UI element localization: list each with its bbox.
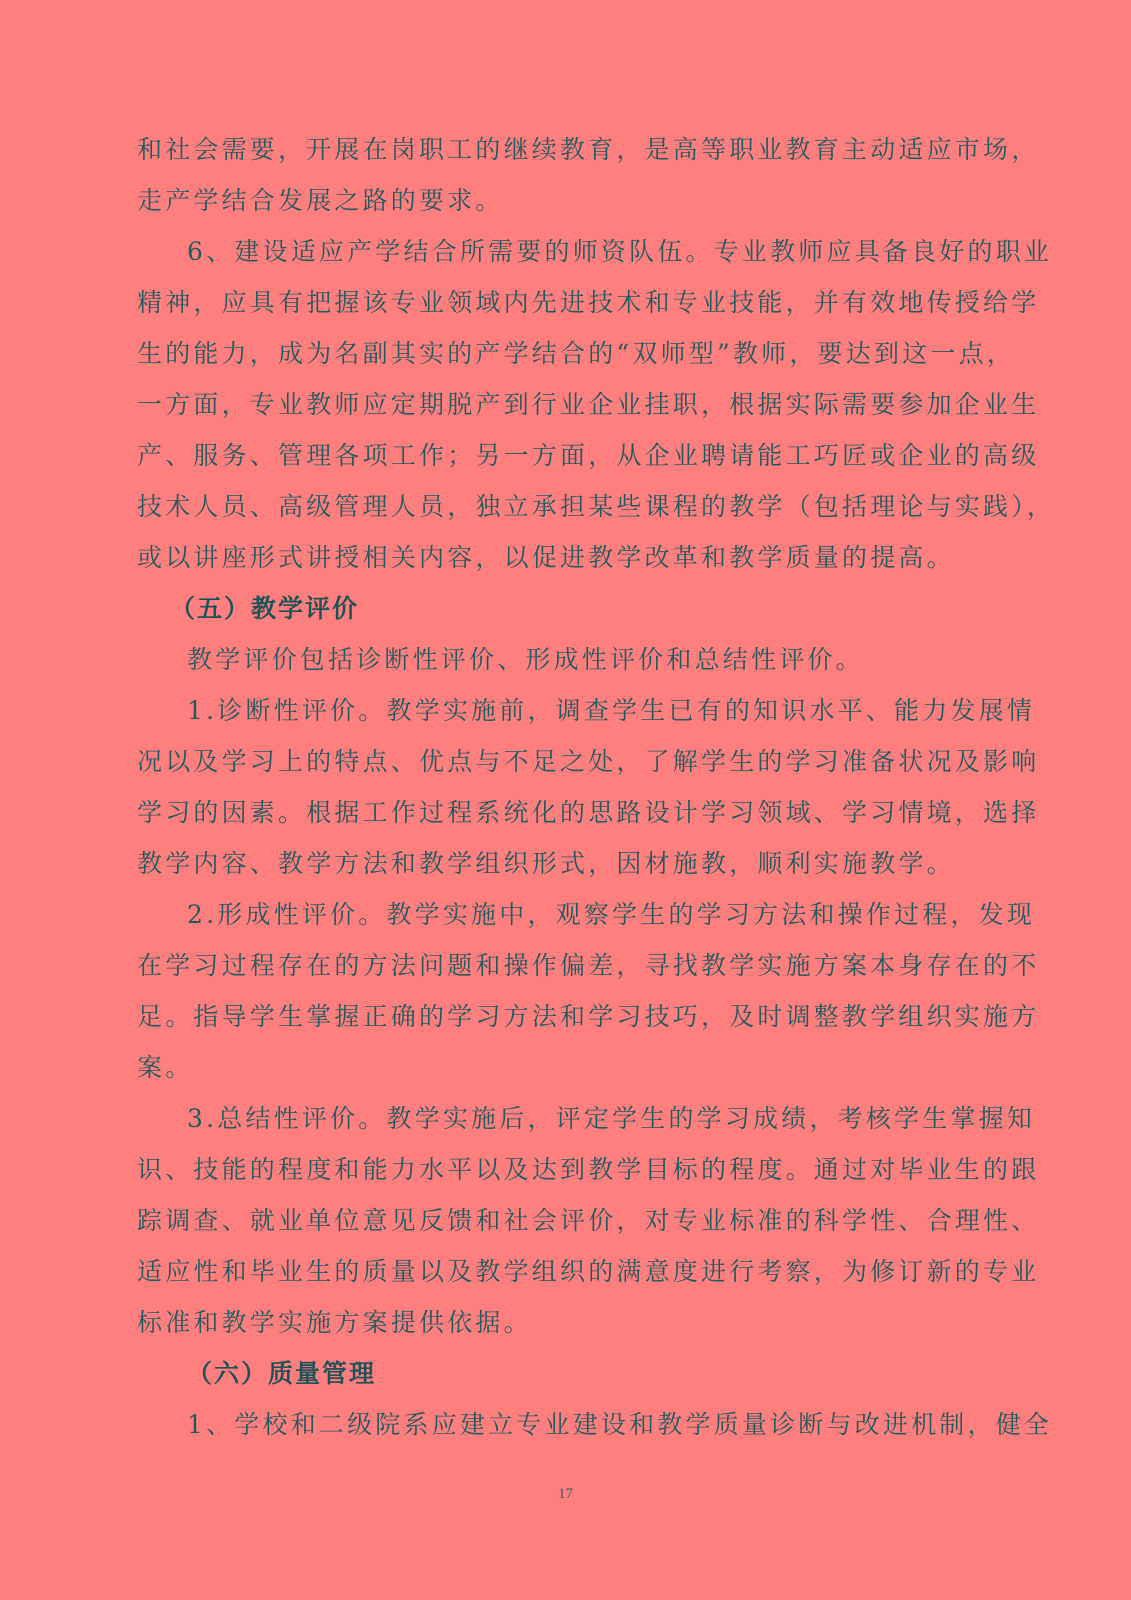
body-line: 1.诊断性评价。教学实施前，调查学生已有的知识水平、能力发展情 <box>187 696 1036 725</box>
body-line: 2.形成性评价。教学实施中，观察学生的学习方法和操作过程，发现 <box>187 900 1036 929</box>
body-line: 走产学结合发展之路的要求。 <box>137 186 504 215</box>
body-line: 技术人员、高级管理人员，独立承担某些课程的教学（包括理论与实践）， <box>137 492 1056 521</box>
body-line: 案。 <box>137 1053 194 1082</box>
body-line: 踪调查、就业单位意见反馈和社会评价，对专业标准的科学性、合理性、 <box>137 1206 1040 1235</box>
body-line: 精神，应具有把握该专业领域内先进技术和专业技能，并有效地传授给学 <box>137 288 1040 317</box>
body-line: 生的能力，成为名副其实的产学结合的“双师型”教师，要达到这一点， <box>137 339 1015 368</box>
body-line: 和社会需要，开展在岗职工的继续教育，是高等职业教育主动适应市场， <box>137 135 1040 164</box>
body-line: 标准和教学实施方案提供依据。 <box>137 1308 532 1337</box>
body-line: 教学内容、教学方法和教学组织形式，因材施教，顺利实施教学。 <box>137 849 955 878</box>
body-line: 产、服务、管理各项工作；另一方面，从企业聘请能工巧匠或企业的高级 <box>137 441 1040 470</box>
body-line: 或以讲座形式讲授相关内容，以促进教学改革和教学质量的提高。 <box>137 543 955 572</box>
body-line: 一方面，专业教师应定期脱产到行业企业挂职，根据实际需要参加企业生 <box>137 390 1040 419</box>
body-line: 1、学校和二级院系应建立专业建设和教学质量诊断与改进机制，健全 <box>187 1410 1053 1439</box>
page-number: 17 <box>558 1486 573 1502</box>
body-line: 教学评价包括诊断性评价、形成性评价和总结性评价。 <box>187 645 864 674</box>
body-line: 学习的因素。根据工作过程系统化的思路设计学习领域、学习情境，选择 <box>137 798 1040 827</box>
section-heading: （六）质量管理 <box>187 1359 377 1388</box>
section-heading: （五）教学评价 <box>170 594 360 623</box>
body-line: 足。指导学生掌握正确的学习方法和学习技巧，及时调整教学组织实施方 <box>137 1002 1040 1031</box>
body-line: 6、建设适应产学结合所需要的师资队伍。专业教师应具备良好的职业 <box>187 237 1053 266</box>
body-line: 况以及学习上的特点、优点与不足之处，了解学生的学习准备状况及影响 <box>137 747 1040 776</box>
body-line: 在学习过程存在的方法问题和操作偏差，寻找教学实施方案本身存在的不 <box>137 951 1040 980</box>
body-line: 适应性和毕业生的质量以及教学组织的满意度进行考察，为修订新的专业 <box>137 1257 1040 1286</box>
body-line: 3.总结性评价。教学实施后，评定学生的学习成绩，考核学生掌握知 <box>187 1104 1036 1133</box>
body-line: 识、技能的程度和能力水平以及达到教学目标的程度。通过对毕业生的跟 <box>137 1155 1040 1184</box>
